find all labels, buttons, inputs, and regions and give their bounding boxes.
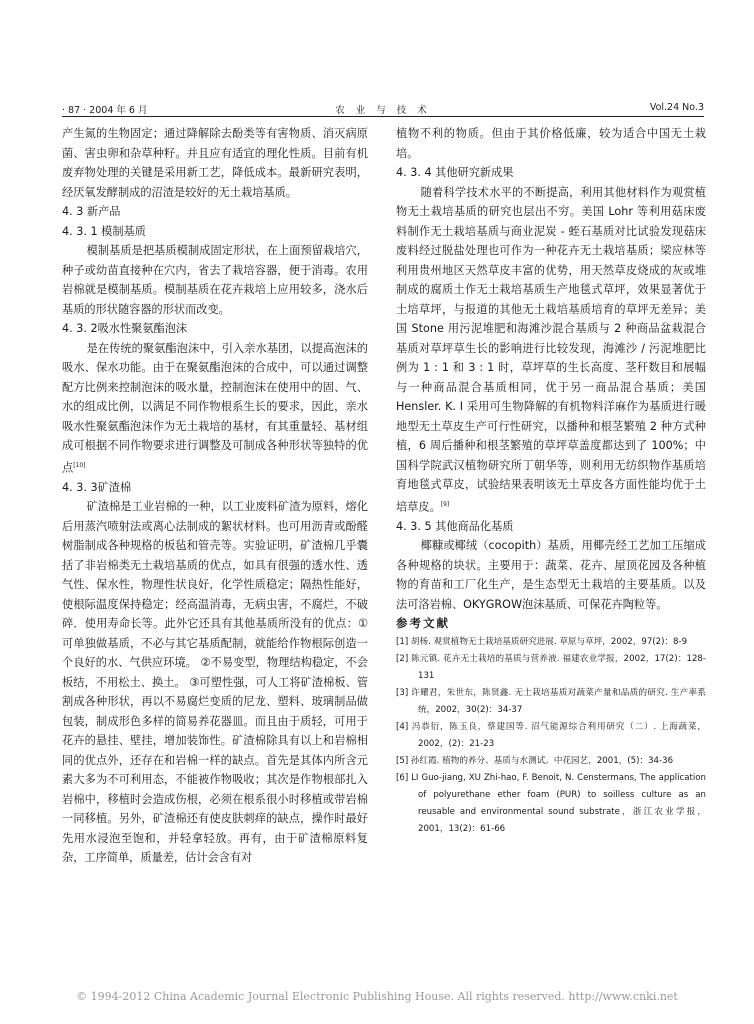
- reference-item: [5] 孙红霞. 植物的养分、基质与水测试。中花园艺，2001，(5)：34-36: [396, 755, 674, 766]
- paragraph: [396, 183, 706, 517]
- paragraph: 模制基质是把基质模制成固定形状，在上面预留栽培穴，种子或幼苗直接种在穴内，省去了栽培容器，便于消毒。农用岩棉就是模制基质。模制基质在花卉栽培上应用较多，浇水后基质的形状随容器的形状而改变。: [62, 244, 368, 316]
- subsection-heading: 4. 3. 5 其他商品化基质: [396, 519, 514, 533]
- subsection-heading: 4. 3. 3矿渣棉: [62, 480, 132, 494]
- paragraph: [62, 339, 368, 478]
- citation: [9]: [440, 500, 450, 508]
- paragraph: 矿渣棉是工业岩棉的一种，以工业废料矿渣为原料，熔化后用蒸汽喷射法或离心法制成的絮状材料。也可用沥青或酚醛树脂制成各种规格的板毡和管壳等。实验证明，矿渣棉几乎囊括了非岩棉类无土栽培基质的优点，如具有很强的透水性、透气性、保水性，物理性状良好，化学性质稳定；隔热性能好，使根际温度保持稳定；经高温消毒，无病虫害，不腐烂，不破碎．使用寿命长等。此外它还具有其他基质所没有的优点：①可单独做基质，不必与其它基质配制，就能给作物根际创造一个良好的水、气供应环境。 ②不易变型，物理结构稳定，不会板结，不用松土、换土。 ③可塑性强，可人工将矿渣棉板、管割成各种形状，再以不易腐烂变质的尼龙、塑料、玻璃制品做包装，制成形色多样的简易养花器皿。而且由于质轻，可用于花卉的悬挂、壁挂，增加装饰性。矿渣棉除具有以上和岩棉相同的优点外，还存在和岩棉一样的缺点。首先是其体内所含元素大多为不可利用态，不能被作物吸收；其次是作物根部扎入岩棉中，移植时会造成伤根，必须在根系很小时移植或带岩棉一同移植。另外，矿渣棉还有使皮肤刺痒的缺点，操作时最好先用水浸泡至饱和，并轻拿轻放。再有，由于矿渣棉原料复杂，工序简单，质量差，估计会含有对: [62, 500, 368, 865]
- right-column: [396, 124, 706, 838]
- subsection-heading: 4. 3. 4 其他研究新成果: [396, 166, 514, 179]
- reference-item: [2] 陈元镇. 花卉无土栽培的基质与营养液. 福建农业学报，2002，17(2)：128-131: [396, 653, 706, 681]
- paragraph: 产生氮的生物固定；通过降解除去酚类等有害物质、消灭病原菌、害虫卵和杂草种籽。并且应有适宜的理化性质。目前有机废弃物处理的关键是采用新工艺，降低成本。最新研究表明，经厌氧发酵制成的沼渣是较好的无土栽培基质。: [62, 127, 368, 199]
- paragraph: 植物不利的物质。但由于其价格低廉，较为适合中国无土栽培。: [396, 127, 706, 160]
- reference-item: [4] 冯恭衍，陈玉良，蔡建国等. 沼气能源综合利用研究（二）. 上海蔬菜，2002，(2)：21-23: [396, 721, 706, 749]
- subsection-heading: 4. 3. 1 模制基质: [62, 224, 146, 238]
- references-heading: 参考文献: [396, 616, 450, 631]
- paragraph-text: 是在传统的聚氨酯泡沫中，引入亲水基团，以提高泡沫的吸水、保水功能。由于在聚氨酯泡沫的合成中，可以通过调整配方比例来控制泡沫的吸水量，控制泡沫在使用中的固、气、水的组成比例，以满足不同作物根系生长的要求，因此，亲水吸水性聚氨酯泡沫作为无土栽培的基材，有其重量轻、基材组成可根据不同作物要求进行调整及可制成各种形状等独特的优点: [62, 341, 368, 475]
- running-header: [62, 100, 704, 117]
- citation: [10]: [73, 461, 86, 469]
- reference-item: [3] 许耀君，朱世东，陈贤鑫. 无土栽培基质对蔬菜产量和品质的研究. 生产率系统，2002，30(2)：34-37: [396, 687, 706, 715]
- subsection-heading: 4. 3. 2吸水性聚氨酯泡沫: [62, 322, 188, 335]
- copyright-footer: © 1994-2012 China Academic Journal Electronic Publishing House. All rights reserved. http://www.cnki.net: [76, 990, 678, 1003]
- paragraph: 椰糠或椰绒（cocopith）基质，用椰壳经工艺加工压缩成各种规格的块状。主要用于：蔬菜、花卉、屋顶花园及各种植物的育苗和工厂化生产，是生态型无土栽培的主要基质。以及法可洛岩棉、OKYGROW泡沫基质、可保花卉陶粒等。: [396, 539, 706, 611]
- left-column: [62, 124, 368, 868]
- reference-item: [1] 胡杨. 观赏植物无土栽培基质研究进展. 草原与草坪，2002，97(2)：8-9: [396, 636, 688, 647]
- header-journal-title: 农 业 与 技 术: [335, 105, 431, 116]
- reference-item: [6] LI Guo-jiang, XU Zhi-hao, F. Benoit, N. Censtermans, The application of polyurethane ether foam (PUR) to soilless culture as an reusable and environmental sound substrate，浙江农业学报，2001，13(2)：61-66: [396, 772, 706, 834]
- paragraph-text: 随着科学技术水平的不断提高，利用其他材料作为观赏植物无土栽培基质的研究也层出不穷。美国 Lohr 等利用菇床废料制作无土栽培基质与商业泥炭 - 蛭石基质对比试验发现菇床废料经过脱盐处理也可作为一种花卉无土栽培基质；梁应林等利用贵州地区天然草皮丰富的优势，用天然草皮烧成的灰或堆制成的腐质土作无土栽培基质生产地毯式草坪，效果显著优于土培草坪，与报道的其他无土栽培基质培育的草坪无差异；美国 Stone 用污泥堆肥和海滩沙混合基质与 2 种商品盆栽混合基质对草坪草生长的影响进行比较发现，海滩沙 / 污泥堆肥比例为 1 : 1 和 3 : 1 时，草坪草的生长高度、茎秆数目和展幅与一种商品混合基质相同，优于另一商品混合基质；美国 Hensler. K. I 采用可生物降解的有机物料洋麻作为基质进行暖地型无土草皮生产可行性研究，以播种和根茎繁殖 2 种方式种植，6 周后播种和根茎繁殖的草坪草盖度都达到了 100%；中国科学院武汉植物研究所丁朝华等，则利用无纺织物作基质培育地毯式草皮，试验结果表明该无土草皮各方面性能均优于土培草皮。: [396, 185, 706, 514]
- header-volume: Vol.24 No.3: [649, 102, 704, 113]
- section-heading: 4. 3 新产品: [62, 205, 121, 218]
- header-page-date: · 87 · 2004 年 6 月: [62, 105, 148, 116]
- reference-list: [396, 634, 706, 838]
